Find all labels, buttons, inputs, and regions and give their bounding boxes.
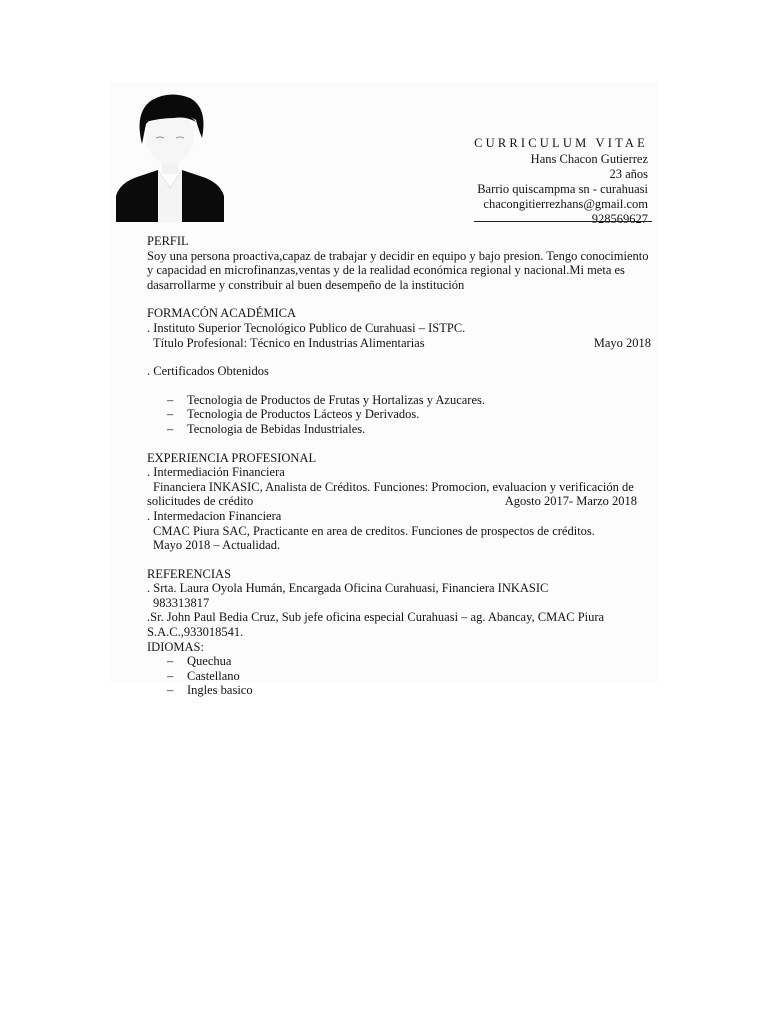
job1-date: Agosto 2017- Marzo 2018 — [504, 494, 637, 509]
profile-photo — [116, 92, 224, 222]
certificates-list — [147, 393, 651, 437]
section-heading-idiomas: IDIOMAS: — [147, 639, 204, 654]
degree-title: Título Profesional: Técnico en Industrias Alimentarias — [153, 335, 425, 350]
language-item: – Castellano — [167, 669, 651, 684]
job2-area: . Intermedacion Financiera — [147, 508, 282, 523]
degree-row — [147, 336, 651, 351]
reference-1: . Srta. Laura Oyola Humán, Encargada Oficina Curahuasi, Financiera INKASIC — [147, 581, 549, 596]
section-heading-referencias: REFERENCIAS — [147, 566, 232, 581]
job2-description: CMAC Piura SAC, Practicante en area de creditos. Funciones de prospectos de créditos. — [153, 523, 595, 538]
reference-2: .Sr. John Paul Bedia Cruz, Sub jefe oficina especial Curahuasi – ag. Abancay, CMAC Piura S.A.C.,933018541. — [147, 610, 605, 640]
job1-description-cont: solicitudes de crédito — [147, 494, 254, 509]
cv-body — [147, 234, 651, 698]
job1-description: Financiera INKASIC, Analista de Créditos. Funciones: Promocion, evaluacion y verificación de — [153, 479, 634, 494]
certificates-heading: . Certificados Obtenidos — [147, 364, 269, 379]
perfil-text: Soy una persona proactiva,capaz de trabajar y decidir en equipo y bajo presion. Tengo conocimiento y capacidad en microfinanzas,ventas y de la realidad económica regional y nacional.Mi meta es dasarrollarme y constribuir al buen desempeño de la institución — [147, 248, 649, 292]
certificate-item: – Tecnologia de Bebidas Industriales. — [167, 422, 651, 437]
candidate-address: Barrio quiscampma sn - curahuasi — [477, 182, 648, 196]
candidate-name: Hans Chacon Gutierrez — [530, 152, 648, 166]
job1-area: . Intermediación Financiera — [147, 465, 285, 480]
institution-line: . Instituto Superior Tecnológico Publico de Curahuasi – ISTPC. — [147, 320, 466, 335]
section-heading-experiencia: EXPERIENCIA PROFESIONAL — [147, 450, 317, 465]
section-heading-formacion: FORMACÓN ACADÉMICA — [147, 306, 296, 321]
candidate-age: 23 años — [609, 167, 648, 181]
language-item: – Quechua — [167, 654, 651, 669]
job2-date: Mayo 2018 – Actualidad. — [153, 538, 281, 553]
job1-row — [147, 494, 651, 509]
cv-title: CURRICULUM VITAE — [474, 136, 648, 150]
reference-1-phone: 983313817 — [153, 595, 210, 610]
certificate-item: – Tecnologia de Productos Lácteos y Derivados. — [167, 407, 651, 422]
section-heading-perfil: PERFIL — [147, 234, 189, 248]
cv-header — [368, 136, 648, 227]
degree-date: Mayo 2018 — [593, 335, 651, 350]
candidate-phone: 928569627 — [591, 212, 648, 226]
header-divider — [474, 221, 652, 222]
certificate-item: – Tecnologia de Productos de Frutas y Hortalizas y Azucares. — [167, 393, 651, 408]
languages-list — [147, 654, 651, 698]
language-item: – Ingles basico — [167, 683, 651, 698]
candidate-email: chacongitierrezhans@gmail.com — [483, 197, 648, 211]
